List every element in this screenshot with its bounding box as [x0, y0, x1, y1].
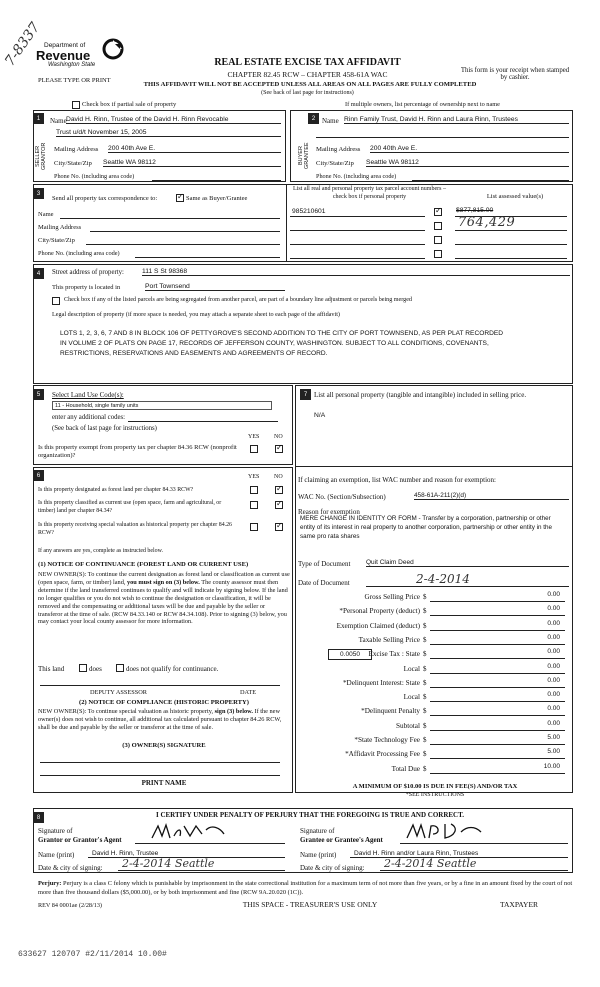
- notice-2-text-bold: sign (3) below.: [214, 708, 253, 715]
- please-type: PLEASE TYPE OR PRINT: [38, 77, 111, 84]
- s5-see-back: (See back of last page for instructions): [52, 425, 157, 432]
- handwritten-stamp: 7-8337: [2, 19, 44, 70]
- does-not-checkbox[interactable]: [116, 664, 124, 672]
- doc-date-label: Date of Document: [298, 579, 350, 587]
- street-label: Street address of property:: [52, 269, 124, 276]
- s5-yes-header: YES: [248, 434, 260, 440]
- historic-yes-checkbox[interactable]: [250, 523, 258, 531]
- assessed-line-4: [455, 258, 567, 259]
- multiple-owners-note: If multiple owners, list percentage of ownership next to name: [345, 101, 500, 108]
- grantor-signature: [150, 820, 230, 844]
- notice-2-text: [38, 708, 290, 732]
- exempt-question: Is this property exempt from property tax per chapter 84.36 RCW (nonprofit organization)?: [38, 444, 237, 459]
- fee-line: [430, 715, 565, 716]
- fee-dollar-sign: $: [423, 736, 427, 744]
- grantor-name[interactable]: David H. Rinn, Trustee: [88, 850, 285, 858]
- current-use-no-checkbox[interactable]: [275, 501, 283, 509]
- segregated-label: Check box if any of the listed parcels are being segregated from another parcel, are part of a boundary line adjustment or parcels being merged: [64, 297, 412, 303]
- fee-dollar-sign: $: [423, 764, 427, 773]
- s3-name-label: Name: [38, 211, 54, 218]
- section-4-badge: 4: [33, 268, 44, 279]
- deputy-label: DEPUTY ASSESSOR: [90, 689, 147, 696]
- parcel-number[interactable]: 985210601: [292, 208, 326, 215]
- seller-name-line2[interactable]: Trust u/d/t November 15, 2005: [56, 129, 281, 137]
- minimum-note: A MINIMUM OF $10.00 IS DUE IN FEE(S) AND/OR TAX: [352, 783, 518, 790]
- grantee-date[interactable]: 2-4-2014 Seattle: [380, 857, 568, 871]
- exempt-yes-checkbox[interactable]: [250, 445, 258, 453]
- assessed-handwritten: 764,429: [458, 215, 516, 230]
- fee-line: [430, 701, 565, 702]
- section-1-badge: 1: [33, 113, 44, 124]
- buyer-phone-line[interactable]: [412, 180, 569, 181]
- section-7-box: [295, 385, 573, 793]
- fee-line: [430, 601, 565, 602]
- seller-phone-label: Phone No. (including area code): [54, 173, 135, 180]
- buyer-side-label: BUYER GRANTEE: [298, 142, 310, 170]
- seller-phone-line[interactable]: [152, 180, 281, 181]
- dor-logo-mark: [102, 38, 124, 60]
- grantor-date[interactable]: 2-4-2014 Seattle: [118, 857, 285, 871]
- segregated-checkbox[interactable]: [52, 297, 60, 305]
- s3-phone-line[interactable]: [135, 257, 280, 258]
- form-see-back: (See back of last page for instructions): [261, 90, 354, 96]
- s6-no-header: NO: [274, 474, 283, 480]
- section-4-box: [33, 264, 573, 384]
- form-subtitle: CHAPTER 82.45 RCW – CHAPTER 458-61A WAC: [227, 70, 388, 79]
- seller-city-label: City/State/Zip: [54, 160, 92, 167]
- seller-name-label: Name: [50, 117, 67, 125]
- parcel-header: List all real and personal property tax parcel account numbers – check box if personal property: [293, 186, 446, 200]
- s5-no-header: NO: [274, 434, 283, 440]
- assessed-line-2: [455, 230, 567, 231]
- forest-yes-checkbox[interactable]: [250, 486, 258, 494]
- fee-dollar-sign: $: [423, 707, 427, 716]
- logo-revenue: Revenue: [36, 48, 91, 63]
- notice-1-text-bold: you must sign on (3) below.: [127, 578, 200, 586]
- fee-amount[interactable]: 5.00: [547, 734, 560, 741]
- grantee-sig-label-2: Grantee or Grantee's Agent: [300, 836, 383, 844]
- cashier-stamp: 633627 120707 #2/11/2014 10.00#: [18, 950, 167, 959]
- fee-dollar-sign: $: [423, 593, 427, 601]
- wac-number[interactable]: 458-61A-211(2)(d): [414, 492, 569, 500]
- s6-yes-header: YES: [248, 474, 260, 480]
- fee-label: Local: [403, 664, 420, 673]
- located-label: This property is located in: [52, 284, 121, 291]
- grantor-date-label: Date & city of signing:: [38, 864, 103, 872]
- partial-sale-label: Check box if partial sale of property: [82, 101, 177, 108]
- dor-logo: [34, 38, 134, 72]
- parcel-line-1: [290, 216, 425, 217]
- seller-name[interactable]: David H. Rinn, Trustee of the David H. Rinn Revocable: [66, 116, 281, 124]
- forest-no-checkbox[interactable]: [275, 486, 283, 494]
- deputy-line[interactable]: [40, 685, 280, 686]
- fee-label: *State Technology Fee: [354, 736, 420, 744]
- fee-dollar-sign: $: [423, 635, 427, 644]
- located-city[interactable]: Port Townsend: [145, 283, 285, 291]
- parcel-2-personal-checkbox[interactable]: [434, 222, 442, 230]
- grantor-sig-label-2: Grantor or Grantor's Agent: [38, 836, 122, 844]
- current-use-question: Is this property classified as current use (open space, farm and agricultural, or timber) land per chapter 84.34?: [38, 500, 222, 514]
- seller-side-label: SELLER GRANTOR: [35, 142, 47, 170]
- fee-amount[interactable]: 0.00: [547, 633, 560, 641]
- fee-line: [430, 630, 565, 631]
- print-name-line[interactable]: [40, 775, 280, 776]
- if-yes-note: If any answers are yes, complete as instructed below.: [38, 548, 163, 554]
- send-correspondence-label: Send all property tax correspondence to:: [52, 195, 158, 202]
- grantor-name-label: Name (print): [38, 851, 75, 859]
- fee-line: [430, 687, 565, 688]
- fee-label: Total Due: [391, 764, 420, 773]
- forest-question: Is this property designated as forest land per chapter 84.33 RCW?: [38, 487, 194, 493]
- section-7-badge: 7: [300, 389, 311, 400]
- grantee-signature: [405, 820, 485, 844]
- fee-amount[interactable]: 0.00: [547, 676, 560, 684]
- notice-3-title: (3) OWNER(S) SIGNATURE: [122, 742, 206, 749]
- logo-state: Washington State: [48, 62, 96, 68]
- perjury-label: Perjury:: [38, 880, 62, 887]
- doc-type-label: Type of Document: [298, 560, 351, 568]
- reason-text[interactable]: MERE CHANGE IN IDENTITY OR FORM - Transfer by a corporation, partnership or other entity of its interest in real property to another corporation, partnership or other entity in the same pro rata shares: [300, 515, 553, 540]
- s3-city-line[interactable]: [86, 244, 280, 245]
- parcel-line-3: [290, 244, 425, 245]
- doc-type[interactable]: Quit Claim Deed: [366, 559, 569, 567]
- fee-label: Subtotal: [396, 721, 420, 730]
- form-warning: THIS AFFIDAVIT WILL NOT BE ACCEPTED UNLESS ALL AREAS ON ALL PAGES ARE FULLY COMPLETED: [143, 81, 477, 88]
- partial-sale-checkbox[interactable]: [72, 101, 80, 109]
- section-6-badge: 6: [33, 470, 44, 481]
- fee-amount[interactable]: 0.00: [547, 648, 560, 656]
- this-land-label: This land: [38, 665, 65, 673]
- fee-dollar-sign: $: [423, 607, 427, 616]
- exempt-no-checkbox[interactable]: [275, 445, 283, 453]
- parcel-1-personal-checkbox[interactable]: [434, 208, 442, 216]
- fee-dollar-sign: $: [423, 650, 427, 659]
- logo-dept: Department of: [44, 42, 86, 49]
- parcel-line-2: [290, 230, 425, 231]
- grantee-name-label: Name (print): [300, 851, 337, 859]
- additional-codes-label: enter any additional codes:: [52, 414, 126, 421]
- form-title: REAL ESTATE EXCISE TAX AFFIDAVIT: [214, 57, 401, 68]
- fee-label: *Affidavit Processing Fee: [345, 750, 420, 759]
- fee-label: Local: [403, 693, 420, 702]
- fee-amount[interactable]: 0.00: [547, 605, 560, 613]
- s7-divider: [295, 466, 573, 467]
- parcel-4-personal-checkbox[interactable]: [434, 250, 442, 258]
- seller-mailing-label: Mailing Address: [54, 146, 99, 153]
- does-label: does: [89, 665, 102, 673]
- certify-statement: I CERTIFY UNDER PENALTY OF PERJURY THAT THE FOREGOING IS TRUE AND CORRECT.: [155, 811, 464, 819]
- same-as-buyer-label: Same as Buyer/Grantee: [186, 195, 248, 202]
- perjury-text: Perjury is a class C felony which is punishable by imprisonment in the state correctional institution for a maximum term of not more than five years, or by a fine in an amount fixed by the court of not more than five thousand dollars ($5,000.00), or by both imprisonment and fine (RCW 9A.20.020 (1C)).: [38, 880, 573, 896]
- receipt-note: This form is your receipt when stamped by cashier.: [460, 67, 570, 81]
- fee-line: [430, 758, 565, 759]
- historic-no-checkbox[interactable]: [275, 523, 283, 531]
- historic-question: Is this property receiving special valuation as historical property per chapter 84.26 RCW?: [38, 522, 232, 536]
- grantee-sig-label-1: Signature of: [300, 827, 335, 835]
- treasurer-note: THIS SPACE - TREASURER'S USE ONLY: [242, 900, 378, 909]
- same-as-buyer-checkbox[interactable]: [176, 194, 184, 202]
- fee-line: [430, 773, 565, 774]
- street-address[interactable]: 111 S St 98368: [142, 268, 570, 276]
- tax-rate-box[interactable]: 0.0050: [328, 649, 372, 660]
- s3-mailing-line[interactable]: [90, 231, 280, 232]
- seller-city[interactable]: Seattle WA 98112: [103, 159, 281, 167]
- fee-line: [430, 744, 565, 745]
- section-8-badge: 8: [33, 812, 44, 823]
- s3-phone-label: Phone No. (including area code): [38, 250, 120, 257]
- fee-line: [430, 730, 565, 731]
- buyer-name-label: Name: [322, 117, 339, 125]
- fee-amount[interactable]: 0.00: [547, 619, 560, 627]
- fee-amount[interactable]: 0.00: [547, 691, 560, 699]
- fee-label: Exemption Claimed (deduct): [336, 621, 420, 630]
- additional-codes-line[interactable]: [128, 421, 278, 422]
- perjury-note: [38, 880, 573, 897]
- buyer-name-line2[interactable]: [316, 137, 569, 138]
- fee-dollar-sign: $: [423, 721, 427, 730]
- fee-label: Gross Selling Price: [364, 593, 420, 601]
- current-use-yes-checkbox[interactable]: [250, 501, 258, 509]
- notice-2-text-a: NEW OWNER(S): To continue special valuation as historic property,: [38, 708, 215, 715]
- parcel-3-personal-checkbox[interactable]: [434, 236, 442, 244]
- fee-dollar-sign: $: [423, 693, 427, 702]
- reason-label: Reason for exemption: [298, 508, 360, 516]
- does-checkbox[interactable]: [79, 664, 87, 672]
- notice-2-title: (2) NOTICE OF COMPLIANCE (HISTORIC PROPERTY): [79, 699, 249, 706]
- buyer-mailing-label: Mailing Address: [316, 146, 361, 153]
- notice-1-text-b: The county assessor must then determine if the land transferred continues to qualify and will indicate by signing below. If the land no longer qualifies or you do not wish to continue the designation or classification, it will be removed and the compensating or additional taxes will be due and payable by the seller or transferor at the time of sale. (RCW 84.33.140 or RCW 84.34.108). Prior to signing (3) below, you may contact your local county assessor for more information.: [38, 578, 288, 626]
- land-use-label: Select Land Use Code(s):: [52, 391, 124, 399]
- notice-1-text-a: NEW OWNER(S): To continue the current designation as forest land or classification as current use (open space, farm, or timber) land,: [38, 571, 290, 586]
- seller-mailing[interactable]: 200 40th Ave E.: [108, 145, 281, 153]
- buyer-phone-label: Phone No. (including area code): [316, 173, 397, 180]
- legal-label: Legal description of property (if more space is needed, you may attach a separate sheet to each page of the affidavit): [52, 311, 340, 318]
- notice-1-title: (1) NOTICE OF CONTINUANCE (FOREST LAND OR CURRENT USE): [38, 561, 249, 568]
- fee-label: Excise Tax : State: [368, 650, 420, 659]
- buyer-city-label: City/State/Zip: [316, 160, 354, 167]
- fee-amount[interactable]: 0.00: [547, 662, 560, 670]
- fee-amount[interactable]: 0.00: [547, 719, 560, 727]
- fee-amount[interactable]: 0.00: [547, 591, 560, 598]
- exemption-label: If claiming an exemption, list WAC number and reason for exemption:: [298, 476, 496, 484]
- rev-number: REV 84 0001ae (2/28/13): [38, 902, 102, 909]
- fee-dollar-sign: $: [423, 621, 427, 630]
- section-5-badge: 5: [33, 389, 44, 400]
- s3-name-line[interactable]: [60, 218, 280, 219]
- land-use-code[interactable]: 11 - Household, single family units: [52, 401, 272, 410]
- legal-description[interactable]: LOTS 1, 2, 3, 6, 7 AND 8 IN BLOCK 106 OF PETTYGROVE'S SECOND ADDITION TO THE CITY OF PORT TOWNSEND, AS PER PLAT RECORDED IN VOLUME 2 OF PLATS ON PAGE 17, RECORDS OF JEFFERSON COUNTY, WASHINGTON. SUBJECT TO ALL CONDITIONS, COVENANTS, RESTRICTIONS, RESERVATIONS AND EASEMENTS AND AGREEMENTS OF RECORD.: [60, 330, 504, 357]
- assessed-line-3: [455, 244, 567, 245]
- doc-date[interactable]: 2-4-2014: [366, 572, 569, 587]
- buyer-name[interactable]: Rinn Family Trust, David H. Rinn and Laura Rinn, Trustees: [344, 116, 569, 124]
- fee-label: *Delinquent Interest: State: [342, 678, 420, 687]
- fee-line: [430, 615, 565, 616]
- section-2-badge: 2: [308, 113, 319, 124]
- buyer-mailing[interactable]: 200 40th Ave E.: [370, 145, 569, 153]
- s3-mailing-label: Mailing Address: [38, 224, 82, 231]
- fee-dollar-sign: $: [423, 664, 427, 673]
- parcel-line-4: [290, 258, 425, 259]
- fee-label: *Personal Property (deduct): [339, 607, 420, 616]
- assessed-struck: $877,815.00: [456, 207, 494, 214]
- section-3-badge: 3: [33, 188, 44, 199]
- personal-property-value[interactable]: N/A: [314, 412, 326, 419]
- notice-1-text: [38, 571, 290, 626]
- fee-amount[interactable]: 10.00: [543, 762, 560, 770]
- taxpayer-label: TAXPAYER: [500, 900, 539, 909]
- fee-dollar-sign: $: [423, 678, 427, 687]
- fee-dollar-sign: $: [423, 750, 427, 759]
- buyer-city[interactable]: Seattle WA 98112: [366, 159, 569, 167]
- s3-city-label: City/State/Zip: [38, 237, 75, 244]
- wac-label: WAC No. (Section/Subsection): [298, 493, 386, 501]
- see-instructions-note: *SEE INSTRUCTIONS: [405, 792, 465, 798]
- fee-label: Taxable Selling Price: [358, 635, 420, 644]
- fee-line: [430, 644, 565, 645]
- grantee-date-label: Date & city of signing:: [300, 864, 365, 872]
- grantee-name[interactable]: David H. Rinn and/or Laura Rinn, Trustees: [350, 850, 568, 858]
- fee-line: [430, 673, 565, 674]
- fee-label: *Delinquent Penalty: [361, 707, 420, 716]
- notice-2-text-b: If the new owner(s) does not wish to continue, all additional tax calculated pursuant to chapter 84.26 RCW, shall be due and payable by the seller or transferor at the time of sale.: [38, 708, 282, 731]
- date-label: DATE: [240, 689, 257, 696]
- personal-property-label: List all personal property (tangible and intangible) included in selling price.: [314, 391, 527, 399]
- owner-signature-line[interactable]: [40, 762, 280, 763]
- print-name-label: PRINT NAME: [141, 779, 187, 787]
- fee-amount[interactable]: 5.00: [547, 748, 560, 756]
- fee-line: [430, 658, 565, 659]
- grantor-sig-label-1: Signature of: [38, 827, 73, 835]
- assessed-header: List assessed value(s): [486, 193, 544, 200]
- fee-amount[interactable]: 0.00: [547, 705, 560, 713]
- does-not-label: does not qualify for continuance.: [126, 665, 219, 673]
